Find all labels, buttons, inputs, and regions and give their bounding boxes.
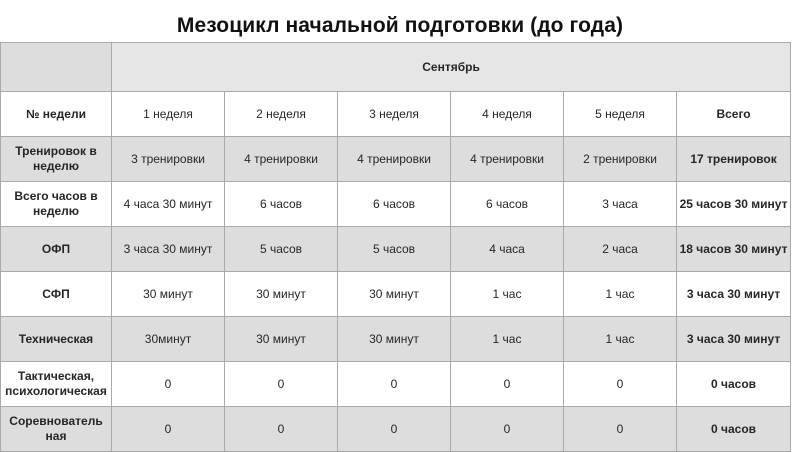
table-cell: 1 час (451, 317, 564, 362)
row-header: ОФП (1, 227, 112, 272)
row-header: Техническая (1, 317, 112, 362)
table-row (1, 137, 791, 182)
row-header: Тактическая, психологическая (1, 362, 112, 407)
table-cell: 4 тренировки (451, 137, 564, 182)
row-header: Всего часов в неделю (1, 182, 112, 227)
table-row (1, 92, 791, 137)
mesocycle-table (0, 42, 791, 452)
table-cell: 0 (338, 362, 451, 407)
table-cell: 0 (112, 362, 225, 407)
table-cell: 2 часа (564, 227, 677, 272)
table-row (1, 362, 791, 407)
table-cell: 3 неделя (338, 92, 451, 137)
row-header: Соревнователь ная (1, 407, 112, 452)
row-header: Тренировок в неделю (1, 137, 112, 182)
total-cell: Всего (677, 92, 791, 137)
month-header: Сентябрь (112, 43, 791, 92)
table-cell: 5 часов (225, 227, 338, 272)
table-cell: 6 часов (451, 182, 564, 227)
table-row (1, 317, 791, 362)
table-cell: 3 часа 30 минут (112, 227, 225, 272)
table-cell: 4 тренировки (338, 137, 451, 182)
table-cell: 30 минут (225, 317, 338, 362)
table-cell: 2 тренировки (564, 137, 677, 182)
table-cell: 4 неделя (451, 92, 564, 137)
table-row (1, 227, 791, 272)
table-cell: 0 (564, 407, 677, 452)
table-row (1, 182, 791, 227)
total-cell: 17 тренировок (677, 137, 791, 182)
table-cell: 5 часов (338, 227, 451, 272)
month-header-row (1, 43, 791, 92)
table-cell: 0 (451, 362, 564, 407)
row-header: № недели (1, 92, 112, 137)
table-cell: 1 час (451, 272, 564, 317)
table-cell: 0 (112, 407, 225, 452)
table-cell: 4 часа 30 минут (112, 182, 225, 227)
total-cell: 25 часов 30 минут (677, 182, 791, 227)
table-cell: 2 неделя (225, 92, 338, 137)
table-cell: 30 минут (112, 272, 225, 317)
table-cell: 30 минут (338, 317, 451, 362)
table-cell: 3 тренировки (112, 137, 225, 182)
total-cell: 3 часа 30 минут (677, 317, 791, 362)
table-cell: 0 (564, 362, 677, 407)
table-cell: 30минут (112, 317, 225, 362)
table-cell: 3 часа (564, 182, 677, 227)
table-cell: 30 минут (338, 272, 451, 317)
table-row (1, 407, 791, 452)
total-cell: 18 часов 30 минут (677, 227, 791, 272)
table-cell: 4 тренировки (225, 137, 338, 182)
table-cell: 1 неделя (112, 92, 225, 137)
table-cell: 5 неделя (564, 92, 677, 137)
total-cell: 0 часов (677, 362, 791, 407)
row-header: СФП (1, 272, 112, 317)
table-cell: 0 (338, 407, 451, 452)
table-cell: 6 часов (225, 182, 338, 227)
total-cell: 0 часов (677, 407, 791, 452)
table-cell: 1 час (564, 317, 677, 362)
table-cell: 30 минут (225, 272, 338, 317)
corner-cell (1, 43, 112, 92)
table-cell: 6 часов (338, 182, 451, 227)
table-cell: 0 (225, 407, 338, 452)
table-cell: 0 (225, 362, 338, 407)
table-cell: 0 (451, 407, 564, 452)
table-cell: 1 час (564, 272, 677, 317)
table-cell: 4 часа (451, 227, 564, 272)
page-title: Мезоцикл начальной подготовки (до года) (176, 14, 624, 37)
table-row (1, 272, 791, 317)
total-cell: 3 часа 30 минут (677, 272, 791, 317)
